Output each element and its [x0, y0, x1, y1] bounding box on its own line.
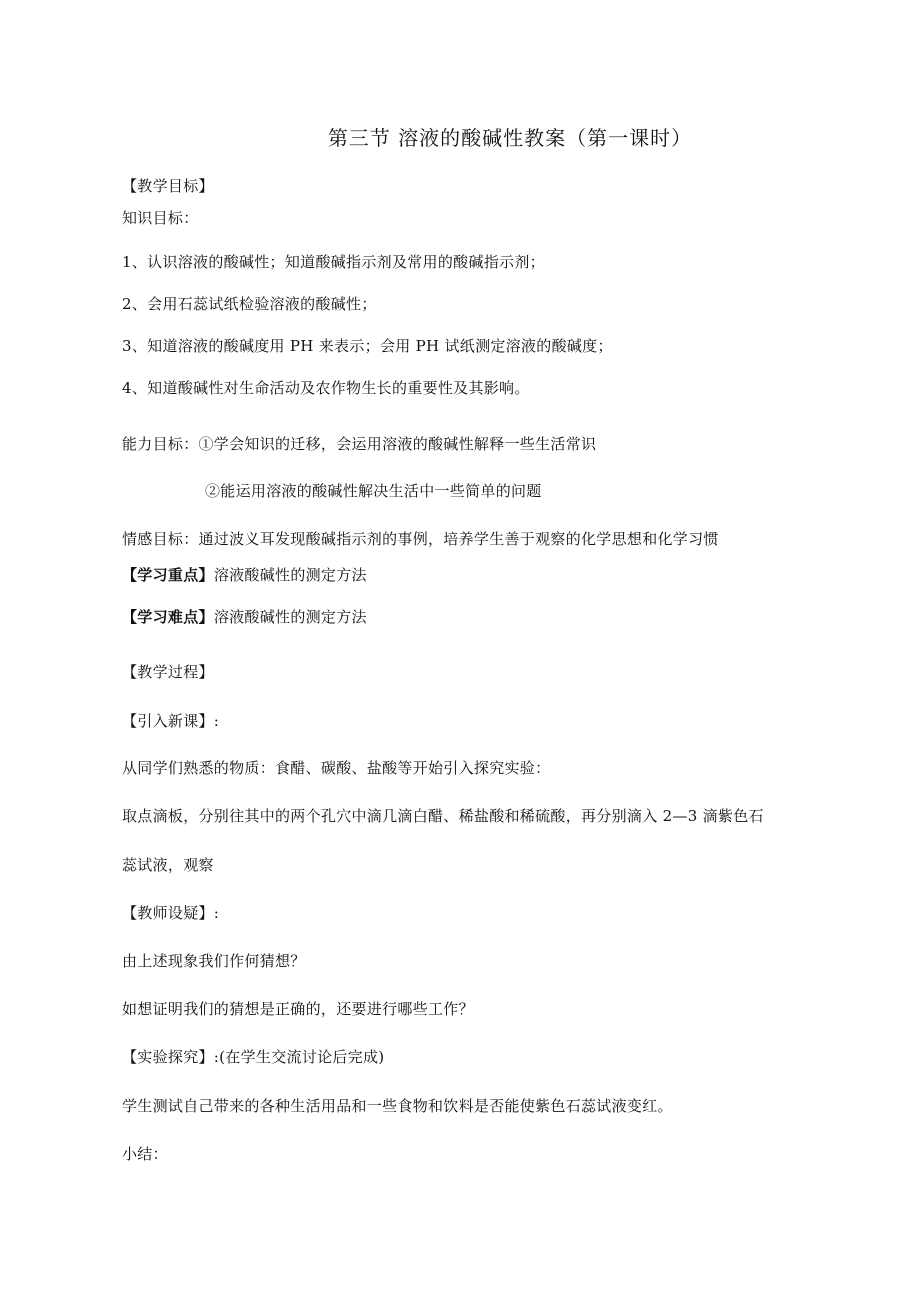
knowledge-item-2: 2、会用石蕊试纸检验溶液的酸碱性；	[122, 295, 377, 313]
emotion-objective: 情感目标：通过波义耳发现酸碱指示剂的事例，培养学生善于观察的化学思想和化学习惯	[122, 530, 719, 548]
difficulty-line	[122, 607, 367, 627]
intro-text: 从同学们熟悉的物质：食醋、碳酸、盐酸等开始引入探究实验：	[122, 759, 551, 777]
key-point-text: 溶液酸碱性的测定方法	[213, 566, 367, 584]
question-1: 由上述现象我们作何猜想？	[122, 952, 306, 970]
explore-text: 学生测试自己带来的各种生活用品和一些食物和饮料是否能使紫色石蕊试液变红。	[122, 1097, 673, 1115]
summary-label: 小结：	[122, 1145, 168, 1163]
explore-note: (在学生交流讨论后完成)	[219, 1048, 385, 1066]
key-point-label: 【学习重点】	[122, 566, 214, 584]
intro-header: 【引入新课】:	[122, 712, 220, 730]
question-2: 如想证明我们的猜想是正确的，还要进行哪些工作？	[122, 1000, 474, 1018]
ability-objective-2: ②能运用溶液的酸碱性解决生活中一些简单的问题	[205, 482, 542, 500]
knowledge-item-3: 3、知道溶液的酸碱度用 PH 来表示；会用 PH 试纸测定溶液的酸碱度；	[122, 337, 613, 355]
ability-objective-1: 能力目标：①学会知识的迁移，会运用溶液的酸碱性解释一些生活常识	[122, 435, 597, 453]
experiment-line-2: 蕊试液，观察	[122, 856, 214, 874]
process-header: 【教学过程】	[122, 663, 214, 681]
experiment-line-1: 取点滴板，分别往其中的两个孔穴中滴几滴白醋、稀盐酸和稀硫酸，再分别滴入 2—3 滴紫色石	[122, 807, 764, 825]
explore-line	[122, 1047, 384, 1067]
difficulty-label: 【学习难点】	[122, 608, 214, 626]
knowledge-label: 知识目标：	[122, 209, 199, 227]
explore-header: 【实验探究】:	[122, 1048, 220, 1066]
difficulty-text: 溶液酸碱性的测定方法	[213, 608, 367, 626]
teacher-header: 【教师设疑】:	[122, 904, 220, 922]
key-point-line	[122, 565, 367, 585]
knowledge-item-1: 1、认识溶液的酸碱性；知道酸碱指示剂及常用的酸碱指示剂；	[122, 253, 545, 271]
page-title: 第三节 溶液的酸碱性教案（第一课时）	[327, 126, 693, 150]
objectives-header: 【教学目标】	[122, 177, 214, 195]
knowledge-item-4: 4、知道酸碱性对生命活动及农作物生长的重要性及其影响。	[122, 379, 530, 397]
